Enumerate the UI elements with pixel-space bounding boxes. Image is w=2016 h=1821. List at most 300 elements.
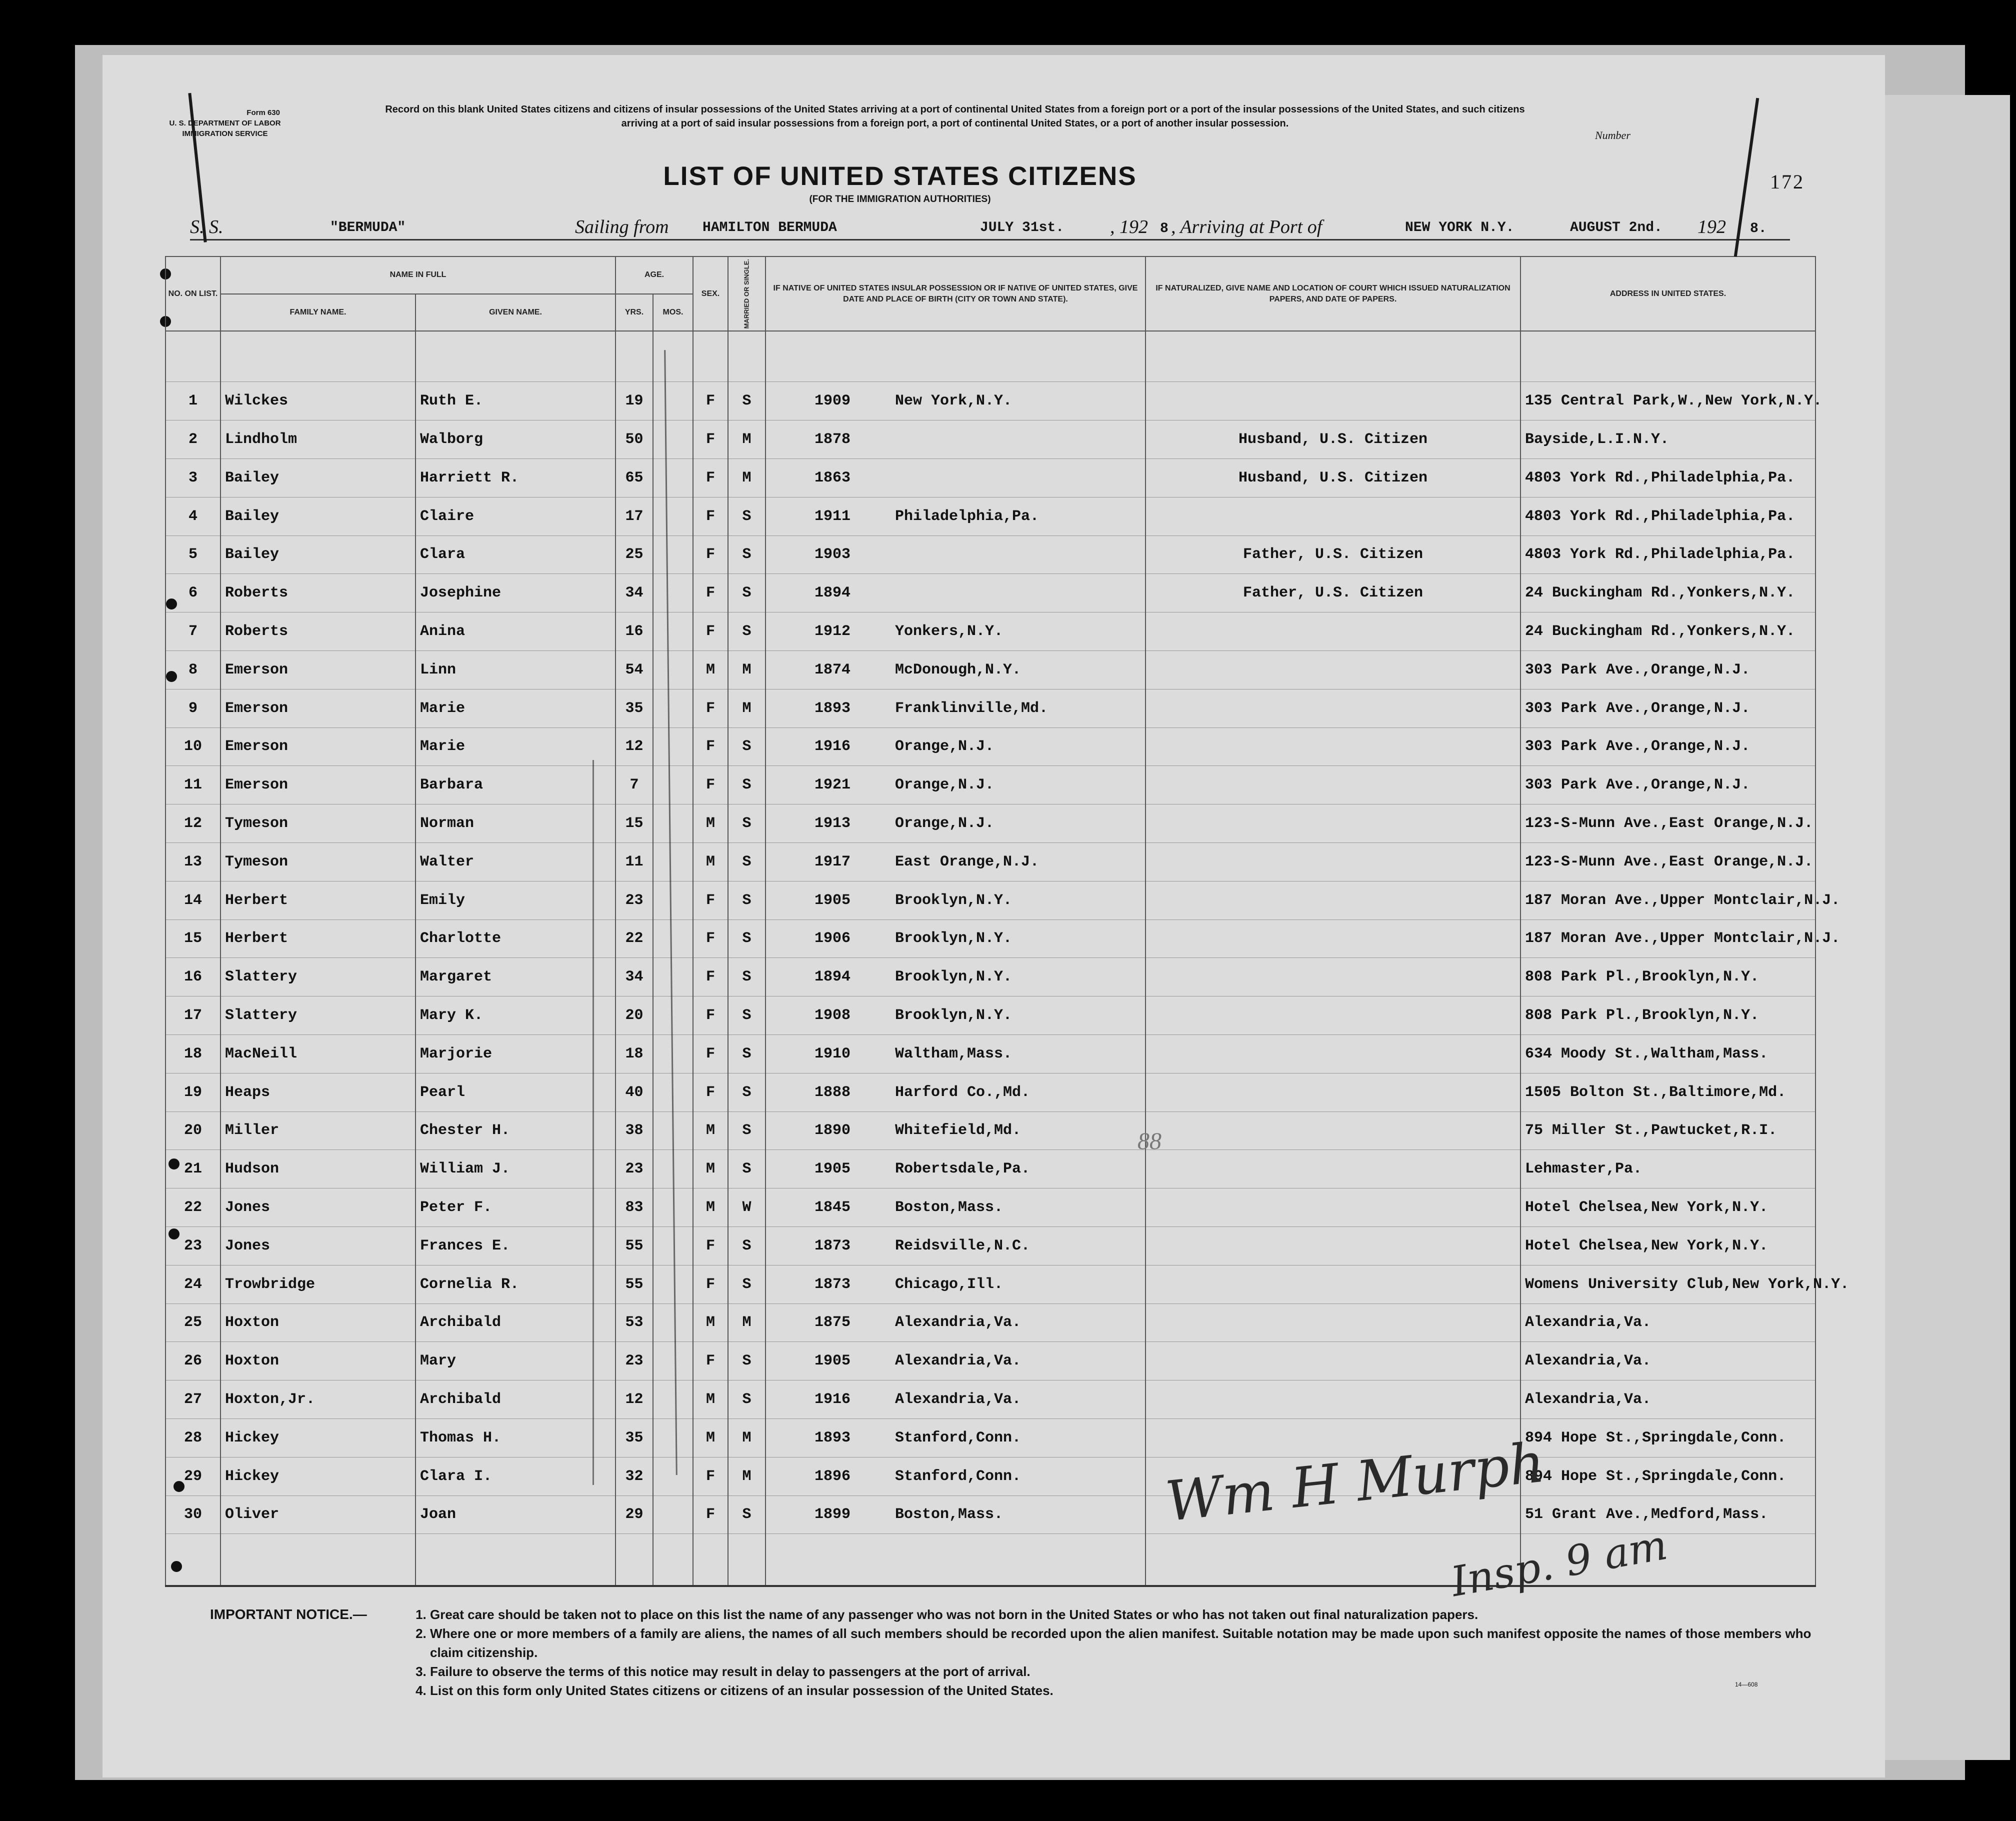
age-years: 50 — [616, 420, 653, 459]
birth-info — [766, 1342, 1146, 1380]
age-years: 19 — [616, 382, 653, 420]
header-age: AGE. — [616, 256, 693, 294]
age-months — [653, 766, 693, 804]
given-name: Linn — [416, 650, 616, 689]
birth-info — [766, 1226, 1146, 1265]
birth-place: Brooklyn,N.Y. — [895, 968, 1012, 986]
empty-cell — [416, 1534, 616, 1586]
notice-list — [410, 1605, 1840, 1700]
list-number: 13 — [166, 842, 220, 881]
marital-status: S — [728, 1342, 766, 1380]
naturalization — [1146, 1265, 1520, 1304]
age-years: 17 — [616, 497, 653, 536]
age-years: 29 — [616, 1496, 653, 1534]
address: 4803 York Rd.,Philadelphia,Pa. — [1520, 536, 1816, 574]
birth-place: Alexandria,Va. — [895, 1391, 1022, 1408]
birth-place: Waltham,Mass. — [895, 1045, 1012, 1062]
naturalization — [1146, 996, 1520, 1035]
age-months — [653, 1496, 693, 1534]
family-name: Hoxton,Jr. — [220, 1380, 416, 1419]
sex: F — [693, 728, 728, 766]
marital-status: S — [728, 804, 766, 843]
naturalization — [1146, 958, 1520, 996]
age-years: 16 — [616, 612, 653, 651]
header-naturalization: IF NATURALIZED, GIVE NAME AND LOCATION OF COURT WHICH ISSUED NATURALIZATION PAPERS, AND DATE OF PAPERS. — [1146, 256, 1520, 331]
birth-info — [766, 382, 1146, 420]
list-number: 19 — [166, 1073, 220, 1112]
given-name: William J. — [416, 1150, 616, 1188]
address: 303 Park Ave.,Orange,N.J. — [1520, 689, 1816, 728]
list-number: 5 — [166, 536, 220, 574]
marital-status: S — [728, 920, 766, 958]
margin-note: 88 — [1138, 1128, 1162, 1154]
age-months — [653, 1265, 693, 1304]
birth-year: 1903 — [814, 546, 850, 564]
address: 4803 York Rd.,Philadelphia,Pa. — [1520, 459, 1816, 498]
marital-status: S — [728, 1034, 766, 1073]
table-row — [166, 1188, 1816, 1227]
family-name: MacNeill — [220, 1034, 416, 1073]
list-number: 25 — [166, 1304, 220, 1342]
marital-status: M — [728, 1418, 766, 1457]
sex: M — [693, 1150, 728, 1188]
sex: F — [693, 574, 728, 612]
birth-place: Alexandria,Va. — [895, 1314, 1022, 1332]
marital-status: S — [728, 612, 766, 651]
given-name: Clara — [416, 536, 616, 574]
year-label-2: 192 — [1698, 216, 1726, 238]
table-row — [166, 920, 1816, 958]
birth-place: Orange,N.J. — [895, 815, 994, 832]
birth-info — [766, 1188, 1146, 1227]
table-row — [166, 1342, 1816, 1380]
empty-cell — [220, 1534, 416, 1586]
header-married-single: MARRIED OR SINGLE. — [728, 256, 766, 331]
birth-year: 1921 — [814, 776, 850, 794]
form-issuer — [150, 108, 300, 139]
address: 123-S-Munn Ave.,East Orange,N.J. — [1520, 842, 1816, 881]
given-name: Mary K. — [416, 996, 616, 1035]
table-row — [166, 1304, 1816, 1342]
address: 123-S-Munn Ave.,East Orange,N.J. — [1520, 804, 1816, 843]
family-name: Trowbridge — [220, 1265, 416, 1304]
sex: M — [693, 804, 728, 843]
birth-info — [766, 1034, 1146, 1073]
birth-place: New York,N.Y. — [895, 392, 1012, 410]
table-row — [166, 459, 1816, 498]
header-months: MOS. — [653, 294, 693, 332]
birth-place: Whitefield,Md. — [895, 1122, 1022, 1140]
department-name: U. S. DEPARTMENT OF LABOR — [169, 119, 281, 128]
sex: F — [693, 420, 728, 459]
birth-info — [766, 612, 1146, 651]
address: 894 Hope St.,Springdale,Conn. — [1520, 1418, 1816, 1457]
table-row — [166, 1418, 1816, 1457]
marital-status: M — [728, 1457, 766, 1496]
family-name: Hoxton — [220, 1304, 416, 1342]
list-number: 1 — [166, 382, 220, 420]
marital-status: S — [728, 382, 766, 420]
birth-year: 1890 — [814, 1122, 850, 1140]
birth-year: 1896 — [814, 1468, 850, 1485]
birth-place: McDonough,N.Y. — [895, 661, 1022, 678]
marital-status: S — [728, 1073, 766, 1112]
list-number: 10 — [166, 728, 220, 766]
list-number: 3 — [166, 459, 220, 498]
age-years: 34 — [616, 958, 653, 996]
birth-year: 1878 — [814, 431, 850, 448]
naturalization — [1146, 920, 1520, 958]
given-name: Joan — [416, 1496, 616, 1534]
birth-place: Chicago,Ill. — [895, 1276, 1004, 1293]
form-number: Form 630 — [246, 108, 280, 117]
service-name: IMMIGRATION SERVICE — [182, 130, 268, 138]
address: 303 Park Ave.,Orange,N.J. — [1520, 728, 1816, 766]
address: Hotel Chelsea,New York,N.Y. — [1520, 1188, 1816, 1227]
birth-year: 1894 — [814, 968, 850, 986]
birth-info — [766, 842, 1146, 881]
given-name: Harriett R. — [416, 459, 616, 498]
birth-place: Orange,N.J. — [895, 738, 994, 756]
naturalization — [1146, 1073, 1520, 1112]
list-number: 21 — [166, 1150, 220, 1188]
birth-place: East Orange,N.J. — [895, 853, 1040, 870]
notice-item: 1. Great care should be taken not to place on this list the name of any passenger who was not born in the United States or who has not taken out final naturalization papers. — [430, 1605, 1840, 1624]
birth-info — [766, 689, 1146, 728]
sex: F — [693, 1073, 728, 1112]
birth-year: 1863 — [814, 469, 850, 486]
page-title: LIST OF UNITED STATES CITIZENS — [663, 162, 1137, 191]
sex: F — [693, 996, 728, 1035]
marital-status: S — [728, 1496, 766, 1534]
table-row — [166, 1073, 1816, 1112]
birth-place: Brooklyn,N.Y. — [895, 1007, 1012, 1024]
header-address: ADDRESS IN UNITED STATES. — [1520, 256, 1816, 331]
list-number: 17 — [166, 996, 220, 1035]
birth-year: 1888 — [814, 1084, 850, 1101]
empty-cell — [653, 1534, 693, 1586]
print-code: 14—608 — [1735, 1681, 1758, 1688]
birth-info — [766, 1418, 1146, 1457]
family-name: Oliver — [220, 1496, 416, 1534]
family-name: Roberts — [220, 612, 416, 651]
notice-item: 3. Failure to observe the terms of this notice may result in delay to passengers at the port of arrival. — [430, 1662, 1840, 1681]
age-years: 18 — [616, 1034, 653, 1073]
birth-year: 1913 — [814, 815, 850, 832]
ss-label: S. S. — [190, 216, 224, 238]
family-name: Bailey — [220, 497, 416, 536]
header-sex: SEX. — [693, 256, 728, 331]
family-name: Hoxton — [220, 1342, 416, 1380]
naturalization — [1146, 804, 1520, 843]
sex: F — [693, 1457, 728, 1496]
sex: F — [693, 1226, 728, 1265]
departure-port: HAMILTON BERMUDA — [702, 220, 837, 236]
family-name: Emerson — [220, 728, 416, 766]
marital-status: M — [728, 420, 766, 459]
age-months — [653, 536, 693, 574]
sex: F — [693, 536, 728, 574]
birth-info — [766, 1380, 1146, 1419]
birth-year: 1905 — [814, 892, 850, 909]
family-name: Roberts — [220, 574, 416, 612]
age-years: 83 — [616, 1188, 653, 1227]
birth-year: 1873 — [814, 1276, 850, 1293]
marital-status: S — [728, 574, 766, 612]
sex: M — [693, 1112, 728, 1150]
family-name: Hickey — [220, 1418, 416, 1457]
birth-info — [766, 766, 1146, 804]
given-name: Marjorie — [416, 1034, 616, 1073]
birth-year: 1916 — [814, 738, 850, 756]
given-name: Chester H. — [416, 1112, 616, 1150]
marital-status: M — [728, 689, 766, 728]
list-number: 6 — [166, 574, 220, 612]
arrival-date: AUGUST 2nd. — [1570, 220, 1662, 236]
table-row — [166, 1496, 1816, 1534]
birth-info — [766, 459, 1146, 498]
family-name: Emerson — [220, 766, 416, 804]
table-row — [166, 1457, 1816, 1496]
birth-year: 1845 — [814, 1199, 850, 1216]
given-name: Charlotte — [416, 920, 616, 958]
birth-year: 1917 — [814, 853, 850, 870]
address: 51 Grant Ave.,Medford,Mass. — [1520, 1496, 1816, 1534]
family-name: Slattery — [220, 958, 416, 996]
sex: F — [693, 689, 728, 728]
family-name: Jones — [220, 1188, 416, 1227]
birth-info — [766, 958, 1146, 996]
table-row — [166, 650, 1816, 689]
list-number: 26 — [166, 1342, 220, 1380]
birth-place: Alexandria,Va. — [895, 1352, 1022, 1370]
birth-place: Franklinville,Md. — [895, 700, 1048, 717]
address: 894 Hope St.,Springdale,Conn. — [1520, 1457, 1816, 1496]
marital-status: S — [728, 497, 766, 536]
header-list-number: NO. ON LIST. — [166, 256, 220, 331]
record-instructions: Record on this blank United States citizens and citizens of insular possessions of the United States arriving at a port of continental United States from a foreign port or a port of the insular possessions of the United States, and such citizens arriving at a port of said insular possessions from a foreign port, a port of continental United States, or a port of another insular possession. — [385, 104, 1525, 129]
naturalization — [1146, 650, 1520, 689]
age-years: 65 — [616, 459, 653, 498]
naturalization — [1146, 766, 1520, 804]
naturalization — [1146, 497, 1520, 536]
naturalization — [1146, 1304, 1520, 1342]
bracket-mark — [592, 760, 596, 1485]
table-row — [166, 420, 1816, 459]
list-number: 28 — [166, 1418, 220, 1457]
page-number: 172 — [1770, 170, 1804, 193]
list-number: 9 — [166, 689, 220, 728]
given-name: Marie — [416, 689, 616, 728]
age-months — [653, 612, 693, 651]
list-number: 27 — [166, 1380, 220, 1419]
table-row — [166, 766, 1816, 804]
birth-info — [766, 996, 1146, 1035]
given-name: Anina — [416, 612, 616, 651]
address: Lehmaster,Pa. — [1520, 1150, 1816, 1188]
age-years: 11 — [616, 842, 653, 881]
naturalization: Father, U.S. Citizen — [1146, 574, 1520, 612]
address: 303 Park Ave.,Orange,N.J. — [1520, 650, 1816, 689]
header-name-in-full: NAME IN FULL — [220, 256, 616, 294]
sex: F — [693, 497, 728, 536]
family-name: Slattery — [220, 996, 416, 1035]
age-years: 35 — [616, 689, 653, 728]
sex: M — [693, 1304, 728, 1342]
age-years: 34 — [616, 574, 653, 612]
naturalization — [1146, 1342, 1520, 1380]
notice-item: 4. List on this form only United States citizens or citizens of an insular possession of the United States. — [430, 1681, 1840, 1700]
birth-year: 1893 — [814, 700, 850, 717]
naturalization — [1146, 1380, 1520, 1419]
given-name: Barbara — [416, 766, 616, 804]
address: 808 Park Pl.,Brooklyn,N.Y. — [1520, 958, 1816, 996]
family-name: Heaps — [220, 1073, 416, 1112]
age-months — [653, 1304, 693, 1342]
header-family-name: FAMILY NAME. — [220, 294, 416, 332]
age-years: 40 — [616, 1073, 653, 1112]
birth-place: Boston,Mass. — [895, 1506, 1004, 1524]
header-given-name: GIVEN NAME. — [416, 294, 616, 332]
empty-cell — [693, 1534, 728, 1586]
family-name: Emerson — [220, 650, 416, 689]
marital-status: S — [728, 881, 766, 920]
marital-status: W — [728, 1188, 766, 1227]
age-months — [653, 1457, 693, 1496]
given-name: Mary — [416, 1342, 616, 1380]
marital-status: S — [728, 728, 766, 766]
birth-info — [766, 574, 1146, 612]
family-name: Lindholm — [220, 420, 416, 459]
given-name: Thomas H. — [416, 1418, 616, 1457]
given-name: Walborg — [416, 420, 616, 459]
address: 187 Moran Ave.,Upper Montclair,N.J. — [1520, 881, 1816, 920]
age-years: 35 — [616, 1418, 653, 1457]
given-name: Archibald — [416, 1380, 616, 1419]
birth-info — [766, 728, 1146, 766]
birth-info — [766, 420, 1146, 459]
ship-name: "BERMUDA" — [330, 220, 406, 236]
birth-year: 1873 — [814, 1237, 850, 1254]
table-row — [166, 958, 1816, 996]
birth-year: 1905 — [814, 1160, 850, 1178]
naturalization — [1146, 1188, 1520, 1227]
family-name: Bailey — [220, 459, 416, 498]
number-label: Number — [1595, 129, 1630, 142]
sex: F — [693, 1342, 728, 1380]
marital-status: M — [728, 1304, 766, 1342]
address: 24 Buckingham Rd.,Yonkers,N.Y. — [1520, 574, 1816, 612]
given-name: Marie — [416, 728, 616, 766]
table-row — [166, 996, 1816, 1035]
family-name: Herbert — [220, 920, 416, 958]
marital-status: S — [728, 958, 766, 996]
marital-status: S — [728, 1150, 766, 1188]
age-months — [653, 650, 693, 689]
given-name: Archibald — [416, 1304, 616, 1342]
birth-place: Brooklyn,N.Y. — [895, 892, 1012, 909]
list-number: 4 — [166, 497, 220, 536]
table-row — [166, 497, 1816, 536]
age-years: 7 — [616, 766, 653, 804]
given-name: Cornelia R. — [416, 1265, 616, 1304]
birth-year: 1874 — [814, 661, 850, 678]
sailing-underline — [190, 239, 1790, 240]
naturalization — [1146, 881, 1520, 920]
list-number: 20 — [166, 1112, 220, 1150]
sex: M — [693, 1188, 728, 1227]
table-row — [166, 612, 1816, 651]
table-row — [166, 1265, 1816, 1304]
spacer-row — [166, 331, 1816, 382]
empty-cell — [166, 1534, 220, 1586]
table-row — [166, 1112, 1816, 1150]
given-name: Emily — [416, 881, 616, 920]
family-name: Wilckes — [220, 382, 416, 420]
empty-cell — [766, 1534, 1146, 1586]
age-years: 25 — [616, 536, 653, 574]
birth-info — [766, 497, 1146, 536]
naturalization — [1146, 1226, 1520, 1265]
age-years: 32 — [616, 1457, 653, 1496]
birth-year: 1893 — [814, 1429, 850, 1446]
departure-date: JULY 31st. — [980, 220, 1064, 236]
birth-info — [766, 881, 1146, 920]
header-birth: IF NATIVE OF UNITED STATES INSULAR POSSESSION OR IF NATIVE OF UNITED STATES, GIVE DATE AND PLACE OF BIRTH (CITY OR TOWN AND STATE). — [766, 256, 1146, 331]
list-number: 11 — [166, 766, 220, 804]
naturalization — [1146, 1034, 1520, 1073]
sex: M — [693, 1380, 728, 1419]
marital-status: S — [728, 766, 766, 804]
inspector-signature: Wm H Murph — [1162, 1430, 1548, 1534]
naturalization — [1146, 1150, 1520, 1188]
marital-status: S — [728, 536, 766, 574]
arrival-port: NEW YORK N.Y. — [1405, 220, 1514, 236]
age-months — [653, 1418, 693, 1457]
birth-info — [766, 1457, 1146, 1496]
list-number: 7 — [166, 612, 220, 651]
address: 1505 Bolton St.,Baltimore,Md. — [1520, 1073, 1816, 1112]
page-subtitle: (FOR THE IMMIGRATION AUTHORITIES) — [809, 194, 991, 204]
address: 4803 York Rd.,Philadelphia,Pa. — [1520, 497, 1816, 536]
age-years: 55 — [616, 1265, 653, 1304]
birth-place: Philadelphia,Pa. — [895, 508, 1040, 525]
age-years: 15 — [616, 804, 653, 843]
birth-place: Stanford,Conn. — [895, 1429, 1022, 1446]
notice-item: 2. Where one or more members of a family are aliens, the names of all such members should be recorded upon the alien manifest. Suitable notation may be made upon such manifest opposite the names of those members who claim citizenship. — [430, 1624, 1840, 1662]
birth-info — [766, 1112, 1146, 1150]
arriving-label: , Arriving at Port of — [1171, 216, 1322, 238]
age-months — [653, 1380, 693, 1419]
birth-info — [766, 1265, 1146, 1304]
naturalization — [1146, 728, 1520, 766]
table-row — [166, 804, 1816, 843]
age-months — [653, 689, 693, 728]
list-number: 24 — [166, 1265, 220, 1304]
address: Alexandria,Va. — [1520, 1304, 1816, 1342]
birth-year: 1909 — [814, 392, 850, 410]
family-name: Tymeson — [220, 804, 416, 843]
age-months — [653, 574, 693, 612]
age-months — [653, 1342, 693, 1380]
given-name: Norman — [416, 804, 616, 843]
family-name: Herbert — [220, 881, 416, 920]
list-number: 23 — [166, 1226, 220, 1265]
sex: F — [693, 958, 728, 996]
age-years: 12 — [616, 1380, 653, 1419]
list-number: 12 — [166, 804, 220, 843]
table-row — [166, 689, 1816, 728]
